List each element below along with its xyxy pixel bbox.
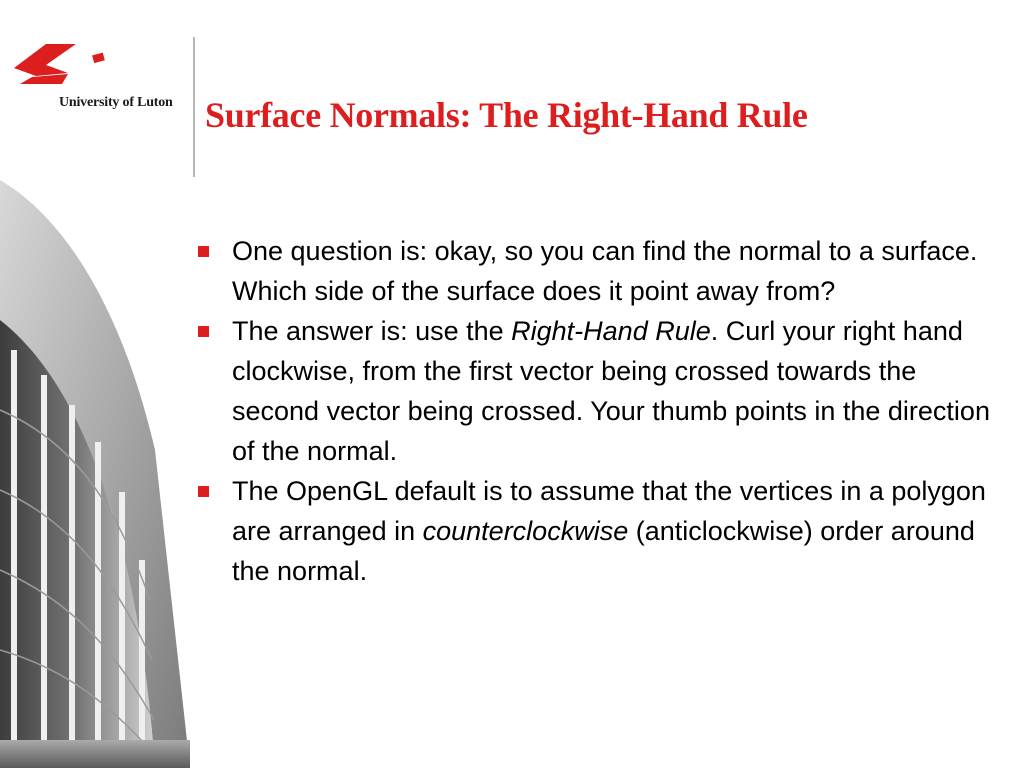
university-logo — [10, 40, 120, 90]
bullet-text-start: The answer is: use the — [232, 316, 512, 346]
logo-dot-shape — [92, 53, 105, 64]
logo-chevron-shape — [14, 44, 76, 76]
building-photo — [0, 180, 190, 768]
bullet-text-end: (anticlockwise) order around the normal. — [232, 516, 975, 586]
bullet-text-end: . Curl your right hand clockwise, from the first vector being crossed towards the second vector being crossed. Your thumb points in the direction of the normal. — [232, 316, 990, 466]
bullet-emphasis: Right-Hand Rule — [511, 316, 711, 346]
bullet-item — [194, 471, 994, 591]
bullet-text-start: The OpenGL default is to assume that the vertices in a polygon are arranged in — [232, 476, 986, 546]
bullet-item — [194, 311, 994, 471]
red-square-bullet-icon — [198, 486, 209, 497]
red-square-bullet-icon — [198, 246, 209, 257]
red-square-bullet-icon — [198, 326, 209, 337]
ground — [0, 740, 190, 768]
bullet-list — [194, 231, 994, 591]
header-divider — [193, 37, 195, 177]
bullet-text: One question is: okay, so you can find the normal to a surface. Which side of the surface does it point away from? — [232, 236, 978, 306]
bullet-item — [194, 231, 994, 311]
university-name: University of Luton — [59, 95, 173, 110]
bullet-emphasis: counterclockwise — [422, 516, 629, 546]
slide-title: Surface Normals: The Right-Hand Rule — [205, 95, 808, 135]
logo-chevron-lower-shape — [20, 74, 68, 84]
